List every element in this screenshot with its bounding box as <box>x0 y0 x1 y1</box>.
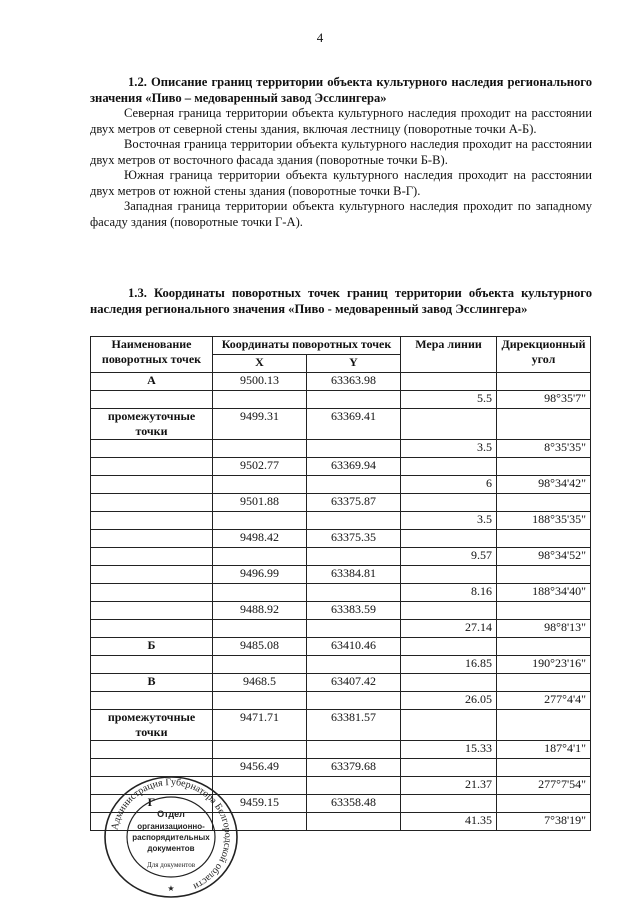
point-name-cell: В <box>91 674 213 692</box>
point-name-cell <box>91 692 213 710</box>
point-name-cell: промежуточные точки <box>91 710 213 741</box>
direction-angle-cell <box>497 674 591 692</box>
point-name-cell <box>91 391 213 409</box>
line-length-cell <box>401 674 497 692</box>
line-length-cell <box>401 373 497 391</box>
table-row <box>91 638 591 656</box>
boundary-description-section <box>90 75 592 230</box>
direction-angle-cell: 187°4'1" <box>497 741 591 759</box>
y-coordinate-cell <box>307 512 401 530</box>
coordinates-table <box>90 336 591 831</box>
x-coordinate-cell <box>213 476 307 494</box>
direction-angle-cell: 98°34'42" <box>497 476 591 494</box>
x-coordinate-cell <box>213 741 307 759</box>
point-name-cell: А <box>91 373 213 391</box>
line-length-cell <box>401 638 497 656</box>
x-coordinate-cell: 9501.88 <box>213 494 307 512</box>
header-point-name: Наименование поворотных точек <box>91 337 213 373</box>
stamp-line: документов <box>147 844 195 853</box>
header-y: Y <box>307 355 401 373</box>
direction-angle-cell: 277°4'4" <box>497 692 591 710</box>
coordinates-table-body <box>91 373 591 831</box>
y-coordinate-cell: 63407.42 <box>307 674 401 692</box>
line-length-cell: 9.57 <box>401 548 497 566</box>
table-row <box>91 674 591 692</box>
line-length-cell <box>401 795 497 813</box>
y-coordinate-cell <box>307 548 401 566</box>
y-coordinate-cell: 63384.81 <box>307 566 401 584</box>
table-row <box>91 741 591 759</box>
direction-angle-cell <box>497 409 591 440</box>
line-length-cell: 6 <box>401 476 497 494</box>
x-coordinate-cell: 9502.77 <box>213 458 307 476</box>
line-length-cell: 15.33 <box>401 741 497 759</box>
x-coordinate-cell: 9500.13 <box>213 373 307 391</box>
point-name-cell <box>91 566 213 584</box>
point-name-cell <box>91 440 213 458</box>
y-coordinate-cell: 63410.46 <box>307 638 401 656</box>
x-coordinate-cell <box>213 440 307 458</box>
y-coordinate-cell <box>307 620 401 638</box>
y-coordinate-cell: 63369.94 <box>307 458 401 476</box>
table-row <box>91 566 591 584</box>
line-length-cell <box>401 458 497 476</box>
line-length-cell: 16.85 <box>401 656 497 674</box>
direction-angle-cell: 8°35'35" <box>497 440 591 458</box>
line-length-cell: 41.35 <box>401 813 497 831</box>
section-heading: 1.2. Описание границ территории объекта культурного наследия регионального значения «Пиво – медоваренный завод Эсслингера» <box>90 75 592 105</box>
direction-angle-cell <box>497 759 591 777</box>
x-coordinate-cell: 9459.15 <box>213 795 307 813</box>
line-length-cell: 21.37 <box>401 777 497 795</box>
line-length-cell: 27.14 <box>401 620 497 638</box>
table-row <box>91 620 591 638</box>
line-length-cell <box>401 494 497 512</box>
x-coordinate-cell: 9488.92 <box>213 602 307 620</box>
x-coordinate-cell: 9499.31 <box>213 409 307 440</box>
point-name-cell <box>91 584 213 602</box>
table-row <box>91 710 591 741</box>
south-boundary-paragraph: Южная граница территории объекта культурного наследия проходит на расстоянии двух метров от южной стены здания (поворотные точки В-Г). <box>90 168 592 198</box>
direction-angle-cell: 98°35'7" <box>497 391 591 409</box>
x-coordinate-cell <box>213 512 307 530</box>
table-row <box>91 759 591 777</box>
line-length-cell <box>401 710 497 741</box>
stamp-line: распорядительных <box>132 833 210 842</box>
y-coordinate-cell: 63383.59 <box>307 602 401 620</box>
direction-angle-cell <box>497 458 591 476</box>
table-row <box>91 512 591 530</box>
direction-angle-cell: 188°34'40" <box>497 584 591 602</box>
table-row <box>91 548 591 566</box>
table-row <box>91 530 591 548</box>
x-coordinate-cell: 9471.71 <box>213 710 307 741</box>
stamp-ring-text: Администрация Губернатора Белгородской области <box>109 776 234 892</box>
point-name-cell <box>91 602 213 620</box>
direction-angle-cell <box>497 710 591 741</box>
coordinates-section <box>90 286 592 317</box>
table-row <box>91 476 591 494</box>
line-length-cell <box>401 409 497 440</box>
star-icon: ★ <box>167 884 175 893</box>
point-name-cell: промежуточные точки <box>91 409 213 440</box>
line-length-cell: 26.05 <box>401 692 497 710</box>
direction-angle-cell: 98°8'13" <box>497 620 591 638</box>
direction-angle-cell <box>497 494 591 512</box>
line-length-cell <box>401 759 497 777</box>
line-length-cell <box>401 602 497 620</box>
table-row <box>91 602 591 620</box>
point-name-cell: Б <box>91 638 213 656</box>
table-row <box>91 584 591 602</box>
x-coordinate-cell: 9468.5 <box>213 674 307 692</box>
y-coordinate-cell <box>307 584 401 602</box>
west-boundary-paragraph: Западная граница территории объекта культурного наследия проходит по западному фасаду здания (поворотные точки Г-А). <box>90 199 592 229</box>
y-coordinate-cell: 63375.35 <box>307 530 401 548</box>
direction-angle-cell: 98°34'52" <box>497 548 591 566</box>
point-name-cell <box>91 548 213 566</box>
office-stamp <box>102 775 240 900</box>
stamp-line: организационно- <box>137 822 205 831</box>
direction-angle-cell: 190°23'16" <box>497 656 591 674</box>
x-coordinate-cell <box>213 584 307 602</box>
point-name-cell <box>91 741 213 759</box>
x-coordinate-cell <box>213 656 307 674</box>
stamp-line: Отдел <box>157 809 185 819</box>
table-row <box>91 692 591 710</box>
y-coordinate-cell <box>307 476 401 494</box>
point-name-cell <box>91 476 213 494</box>
x-coordinate-cell: 9456.49 <box>213 759 307 777</box>
x-coordinate-cell: 9485.08 <box>213 638 307 656</box>
y-coordinate-cell: 63358.48 <box>307 795 401 813</box>
table-row <box>91 391 591 409</box>
table-row <box>91 440 591 458</box>
direction-angle-cell <box>497 638 591 656</box>
x-coordinate-cell <box>213 548 307 566</box>
direction-angle-cell: 7°38'19" <box>497 813 591 831</box>
direction-angle-cell: 188°35'35" <box>497 512 591 530</box>
line-length-cell: 8.16 <box>401 584 497 602</box>
north-boundary-paragraph: Северная граница территории объекта культурного наследия проходит на расстоянии двух метров от северной стены здания, включая лестницу (поворотные точки А-Б). <box>90 106 592 136</box>
header-coordinates: Координаты поворотных точек <box>213 337 401 355</box>
line-length-cell: 3.5 <box>401 440 497 458</box>
table-row <box>91 409 591 440</box>
y-coordinate-cell: 63375.87 <box>307 494 401 512</box>
y-coordinate-cell: 63369.41 <box>307 409 401 440</box>
table-row <box>91 656 591 674</box>
line-length-cell: 5.5 <box>401 391 497 409</box>
line-length-cell <box>401 530 497 548</box>
point-name-cell <box>91 494 213 512</box>
direction-angle-cell <box>497 795 591 813</box>
table-row <box>91 494 591 512</box>
x-coordinate-cell: 9498.42 <box>213 530 307 548</box>
page-number: 4 <box>316 30 324 45</box>
table-row <box>91 373 591 391</box>
point-name-cell <box>91 620 213 638</box>
direction-angle-cell <box>497 373 591 391</box>
direction-angle-cell: 277°7'54" <box>497 777 591 795</box>
section-heading: 1.3. Координаты поворотных точек границ территории объекта культурного наследия регионального значения «Пиво - медоваренный завод Эсслингера» <box>90 286 592 316</box>
header-direction-angle: Дирекционный угол <box>497 337 591 373</box>
y-coordinate-cell <box>307 656 401 674</box>
point-name-cell <box>91 512 213 530</box>
point-name-cell: Г <box>91 795 213 813</box>
x-coordinate-cell <box>213 620 307 638</box>
y-coordinate-cell <box>307 741 401 759</box>
y-coordinate-cell: 63381.57 <box>307 710 401 741</box>
header-line-length: Мера линии <box>401 337 497 373</box>
y-coordinate-cell <box>307 813 401 831</box>
y-coordinate-cell: 63379.68 <box>307 759 401 777</box>
direction-angle-cell <box>497 530 591 548</box>
y-coordinate-cell: 63363.98 <box>307 373 401 391</box>
direction-angle-cell <box>497 602 591 620</box>
point-name-cell <box>91 458 213 476</box>
x-coordinate-cell <box>213 391 307 409</box>
point-name-cell <box>91 759 213 777</box>
direction-angle-cell <box>497 566 591 584</box>
x-coordinate-cell <box>213 692 307 710</box>
line-length-cell: 3.5 <box>401 512 497 530</box>
east-boundary-paragraph: Восточная граница территории объекта культурного наследия проходит на расстоянии двух метров от восточного фасада здания (поворотные точки Б-В). <box>90 137 592 167</box>
y-coordinate-cell <box>307 391 401 409</box>
x-coordinate-cell: 9496.99 <box>213 566 307 584</box>
line-length-cell <box>401 566 497 584</box>
y-coordinate-cell <box>307 777 401 795</box>
point-name-cell <box>91 656 213 674</box>
stamp-bottom-text: Для документов <box>146 861 196 869</box>
header-x: X <box>213 355 307 373</box>
y-coordinate-cell <box>307 440 401 458</box>
table-row <box>91 458 591 476</box>
y-coordinate-cell <box>307 692 401 710</box>
point-name-cell <box>91 530 213 548</box>
